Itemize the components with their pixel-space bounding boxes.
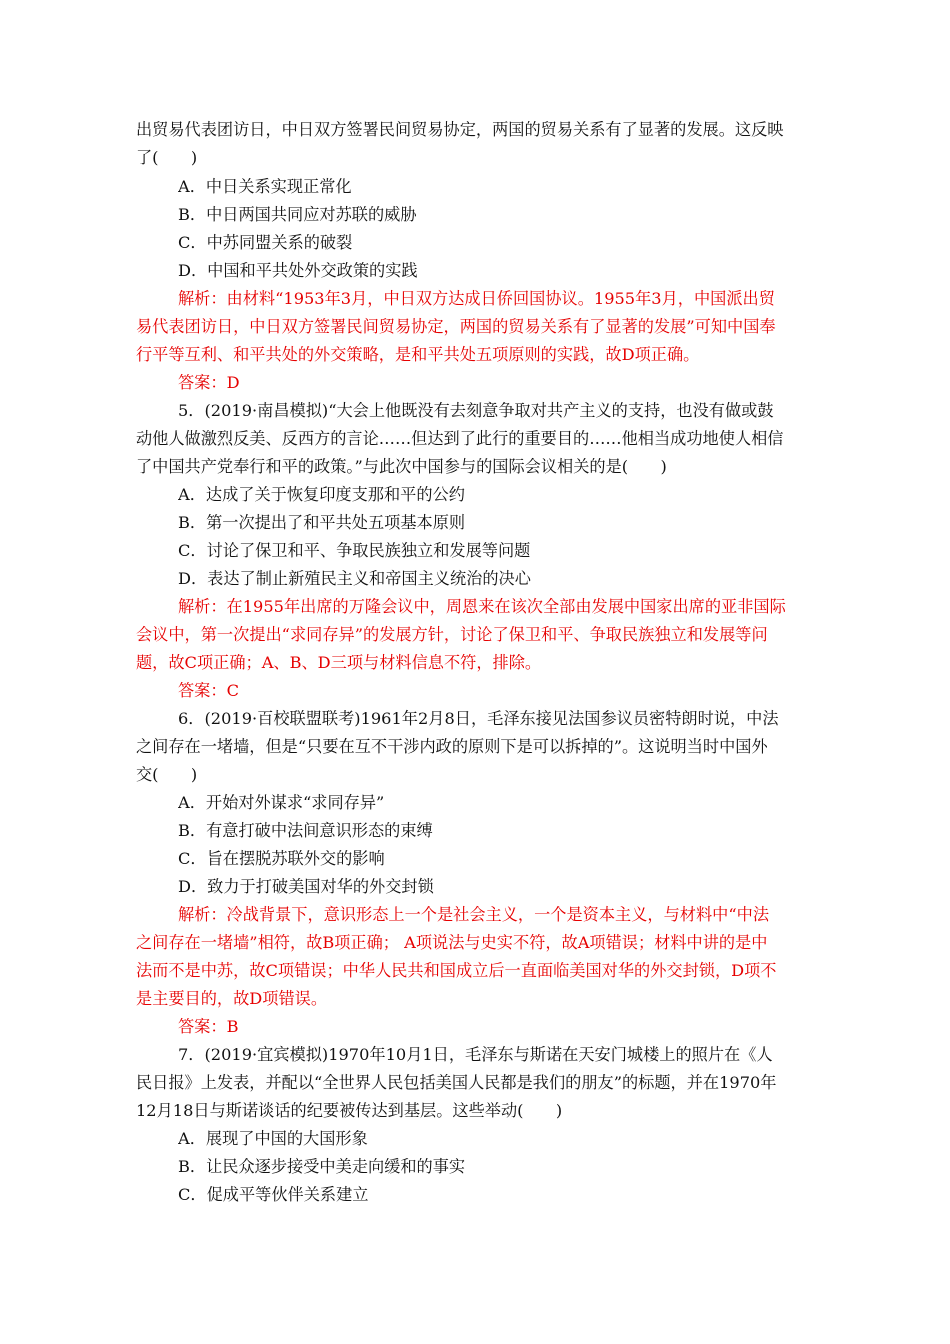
q5-analysis-line-2: 会议中，第一次提出“求同存异”的发展方针，讨论了保卫和平、争取民族独立和发展等问 (136, 625, 768, 644)
q6-option-d: D．致力于打破美国对华的外交封锁 (178, 877, 434, 896)
q5-analysis-line-3: 题，故C项正确；A、B、D三项与材料信息不符，排除。 (136, 653, 542, 672)
q4-option-c: C．中苏同盟关系的破裂 (178, 233, 353, 252)
q5-option-d: D．表达了制止新殖民主义和帝国主义统治的决心 (178, 569, 531, 588)
q7-stem-line-2: 民日报》上发表，并配以“全世界人民包括美国人民都是我们的朋友”的标题，并在1970年 (136, 1073, 777, 1092)
q4-stem-line-1: 出贸易代表团访日，中日双方签署民间贸易协定，两国的贸易关系有了显著的发展。这反映 (136, 120, 784, 139)
q7-option-c: C．促成平等伙伴关系建立 (178, 1185, 369, 1204)
q6-analysis-line-3: 法而不是中苏，故C项错误；中华人民共和国成立后一直面临美国对华的外交封锁，D项不 (136, 961, 777, 980)
q4-answer-value: D (226, 373, 240, 392)
q6-stem-line-1: 6．(2019·百校联盟联考)1961年2月8日，毛泽东接见法国参议员密特朗时说，中法 (178, 709, 779, 728)
q6-analysis-line-1: 解析：冷战背景下，意识形态上一个是社会主义，一个是资本主义，与材料中“中法 (178, 905, 770, 924)
q6-analysis-line-2: 之间存在一堵墙”相符，故B项正确； A项说法与史实不符，故A项错误；材料中讲的是中 (136, 933, 768, 952)
q4-analysis-line-2: 易代表团访日，中日双方签署民间贸易协定，两国的贸易关系有了显著的发展”可知中国奉 (136, 317, 776, 336)
q5-answer-label: 答案： (178, 681, 227, 700)
q6-option-c: C．旨在摆脱苏联外交的影响 (178, 849, 385, 868)
q5-stem-line-2: 动他人做激烈反美、反西方的言论……但达到了此行的重要目的……他相当成功地使人相信 (136, 429, 784, 448)
q6-stem-line-3: 交( ) (136, 765, 198, 784)
q4-answer (178, 372, 818, 394)
q5-analysis-line-1: 解析：在1955年出席的万隆会议中，周恩来在该次全部由发展中国家出席的亚非国际 (178, 597, 786, 616)
q5-answer-value: C (226, 681, 239, 700)
q5-stem-line-3: 了中国共产党奉行和平的政策。”与此次中国参与的国际会议相关的是( ) (136, 457, 667, 476)
q7-stem-line-1: 7．(2019·宜宾模拟)1970年10月1日，毛泽东与斯诺在天安门城楼上的照片在《人 (178, 1045, 773, 1064)
q4-option-a: A．中日关系实现正常化 (178, 177, 352, 196)
q7-option-a: A．展现了中国的大国形象 (178, 1129, 368, 1148)
q6-answer (178, 1016, 818, 1038)
q4-analysis-line-3: 行平等互利、和平共处的外交策略，是和平共处五项原则的实践，故D项正确。 (136, 345, 700, 364)
q6-answer-value: B (226, 1017, 239, 1036)
q6-stem-line-2: 之间存在一堵墙，但是“只要在互不干涉内政的原则下是可以拆掉的”。这说明当时中国外 (136, 737, 768, 756)
q4-option-b: B．中日两国共同应对苏联的威胁 (178, 205, 417, 224)
q7-option-b: B．让民众逐步接受中美走向缓和的事实 (178, 1157, 466, 1176)
q6-analysis-line-4: 是主要目的，故D项错误。 (136, 989, 328, 1008)
q4-answer-label: 答案： (178, 373, 227, 392)
q5-option-a: A．达成了关于恢复印度支那和平的公约 (178, 485, 465, 504)
q4-stem-line-2: 了( ) (136, 148, 198, 167)
q5-answer (178, 680, 818, 702)
q6-option-b: B．有意打破中法间意识形态的束缚 (178, 821, 433, 840)
q7-stem-line-3: 12月18日与斯诺谈话的纪要被传达到基层。这些举动( ) (136, 1101, 563, 1120)
q5-option-b: B．第一次提出了和平共处五项基本原则 (178, 513, 466, 532)
q4-option-d: D．中国和平共处外交政策的实践 (178, 261, 418, 280)
q5-stem-line-1: 5．(2019·南昌模拟)“大会上他既没有去刻意争取对共产主义的支持，也没有做或鼓 (178, 401, 774, 420)
q6-option-a: A．开始对外谋求“求同存异” (178, 793, 385, 812)
q4-analysis-line-1: 解析：由材料“1953年3月，中日双方达成日侨回国协议。1955年3月，中国派出贸 (178, 289, 775, 308)
q5-option-c: C．讨论了保卫和平、争取民族独立和发展等问题 (178, 541, 531, 560)
q6-answer-label: 答案： (178, 1017, 227, 1036)
